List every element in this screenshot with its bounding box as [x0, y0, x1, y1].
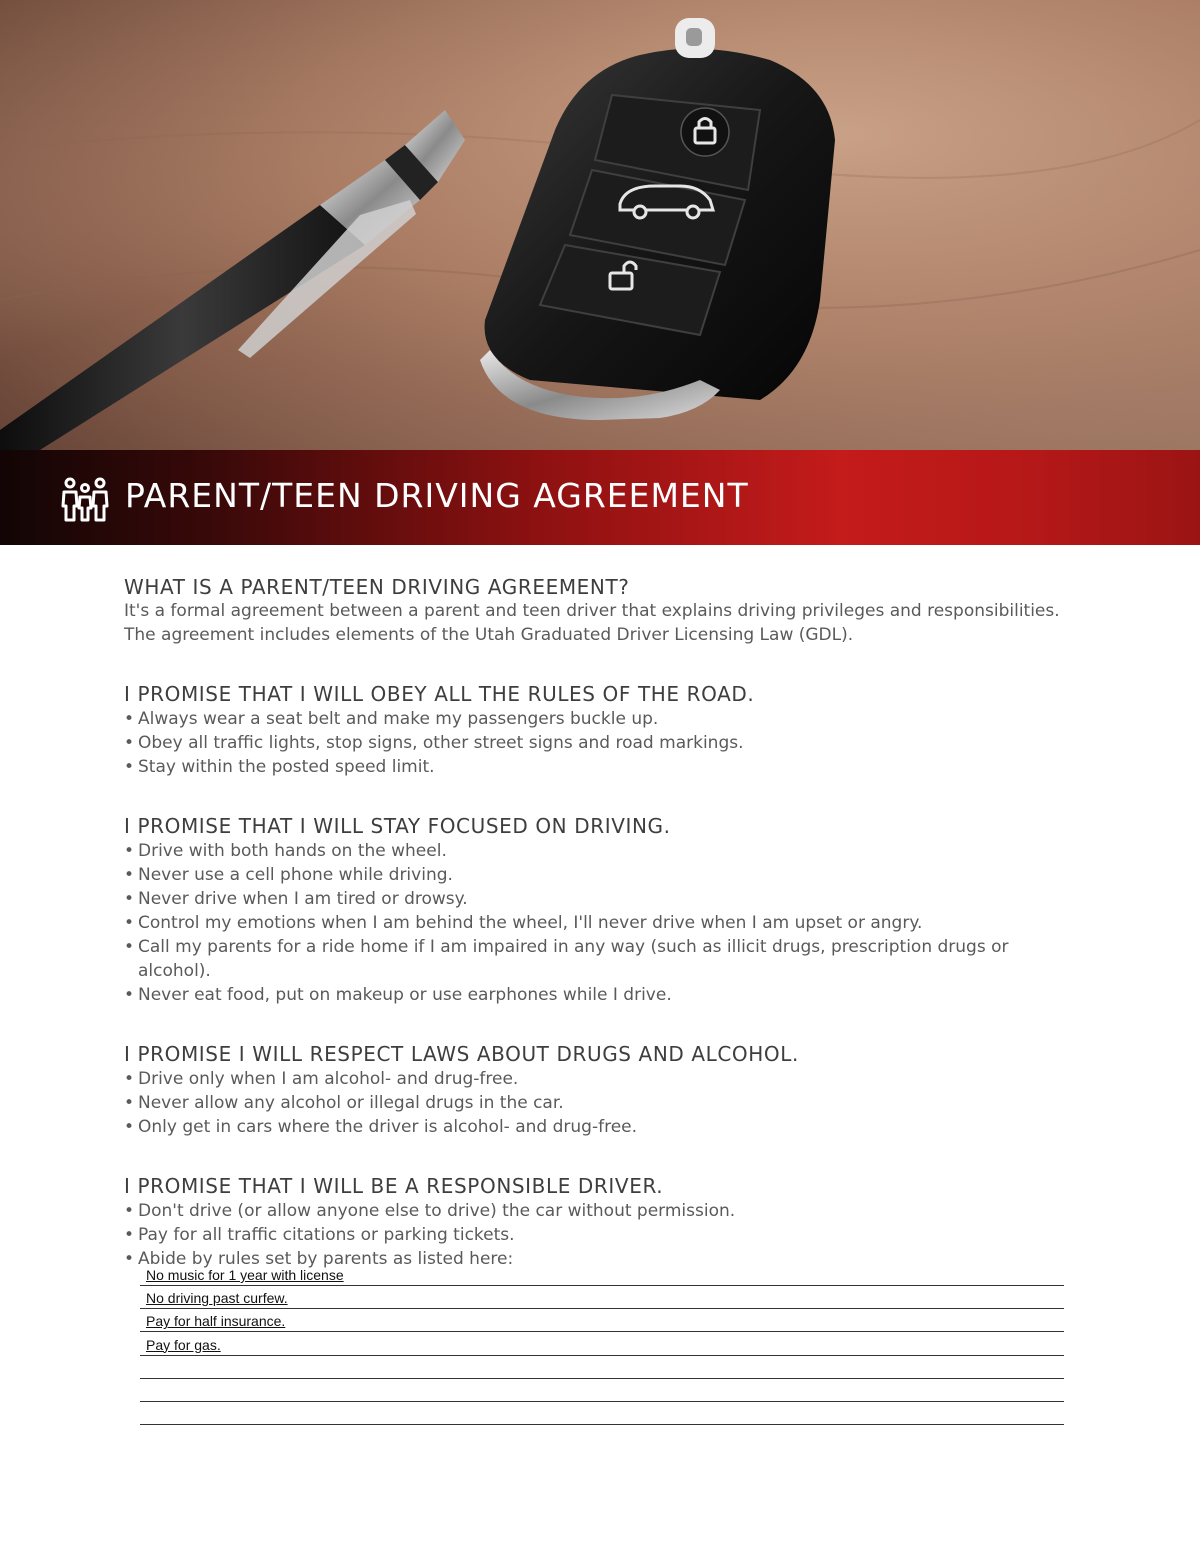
rule-line-7[interactable] — [140, 1403, 1064, 1425]
list-item: • Don't drive (or allow anyone else to drive) the car without permission. — [124, 1199, 1084, 1223]
family-icon — [60, 476, 110, 522]
car-key-and-pen-illustration — [0, 0, 1200, 450]
title-banner — [0, 450, 1200, 545]
section-heading: I PROMISE THAT I WILL OBEY ALL THE RULES OF THE ROAD. — [124, 682, 755, 706]
list-item: • Abide by rules set by parents as listed here: — [124, 1247, 1084, 1271]
list-item: • Always wear a seat belt and make my passengers buckle up. — [124, 707, 1084, 731]
hero-photo — [0, 0, 1200, 450]
parent-rules-lines — [140, 1264, 1064, 1426]
rule-text: No driving past curfew. — [146, 1290, 288, 1307]
section-heading: I PROMISE THAT I WILL STAY FOCUSED ON DRIVING. — [124, 814, 671, 838]
section-drugs-alcohol — [124, 1041, 1084, 1139]
rule-line-2[interactable] — [140, 1287, 1064, 1309]
list-item: • Call my parents for a ride home if I am impaired in any way (such as illicit drugs, prescription drugs or alcohol). — [124, 935, 1084, 983]
list-item: • Control my emotions when I am behind the wheel, I'll never drive when I am upset or angry. — [124, 911, 1084, 935]
rule-line-4[interactable] — [140, 1334, 1064, 1356]
list-item: • Obey all traffic lights, stop signs, other street signs and road markings. — [124, 731, 1084, 755]
list-item: • Never allow any alcohol or illegal drugs in the car. — [124, 1091, 1084, 1115]
list-item: • Stay within the posted speed limit. — [124, 755, 1084, 779]
section-stay-focused — [124, 813, 1084, 1007]
rule-text: Pay for half insurance. — [146, 1313, 286, 1330]
lock-icon — [681, 108, 729, 156]
rule-line-6[interactable] — [140, 1380, 1064, 1402]
rule-line-3[interactable] — [140, 1310, 1064, 1332]
section-responsible-driver — [124, 1173, 1084, 1271]
list-item: • Only get in cars where the driver is alcohol- and drug-free. — [124, 1115, 1084, 1139]
list-item: • Never eat food, put on makeup or use earphones while I drive. — [124, 983, 1084, 1007]
intro-text: It's a formal agreement between a parent and teen driver that explains driving privileges and responsibilities. The agreement includes elements of the Utah Graduated Driver Licensing Law (GDL). — [124, 601, 1060, 645]
section-heading: I PROMISE THAT I WILL BE A RESPONSIBLE DRIVER. — [124, 1174, 664, 1198]
rule-text: Pay for gas. — [146, 1336, 221, 1353]
list-item: • Drive with both hands on the wheel. — [124, 839, 1084, 863]
rule-line-5[interactable] — [140, 1357, 1064, 1379]
page-title: PARENT/TEEN DRIVING AGREEMENT — [125, 476, 749, 515]
list-item: • Never drive when I am tired or drowsy. — [124, 887, 1084, 911]
agreement-content — [124, 574, 1084, 1271]
section-heading: I PROMISE I WILL RESPECT LAWS ABOUT DRUGS AND ALCOHOL. — [124, 1042, 799, 1066]
list-item: • Never use a cell phone while driving. — [124, 863, 1084, 887]
list-item: • Pay for all traffic citations or parking tickets. — [124, 1223, 1084, 1247]
section-rules-of-road — [124, 681, 1084, 779]
intro-heading: WHAT IS A PARENT/TEEN DRIVING AGREEMENT? — [124, 575, 630, 599]
rule-text: No music for 1 year with license — [146, 1267, 344, 1283]
rule-line-1[interactable] — [140, 1264, 1064, 1286]
list-item: • Drive only when I am alcohol- and drug-free. — [124, 1067, 1084, 1091]
